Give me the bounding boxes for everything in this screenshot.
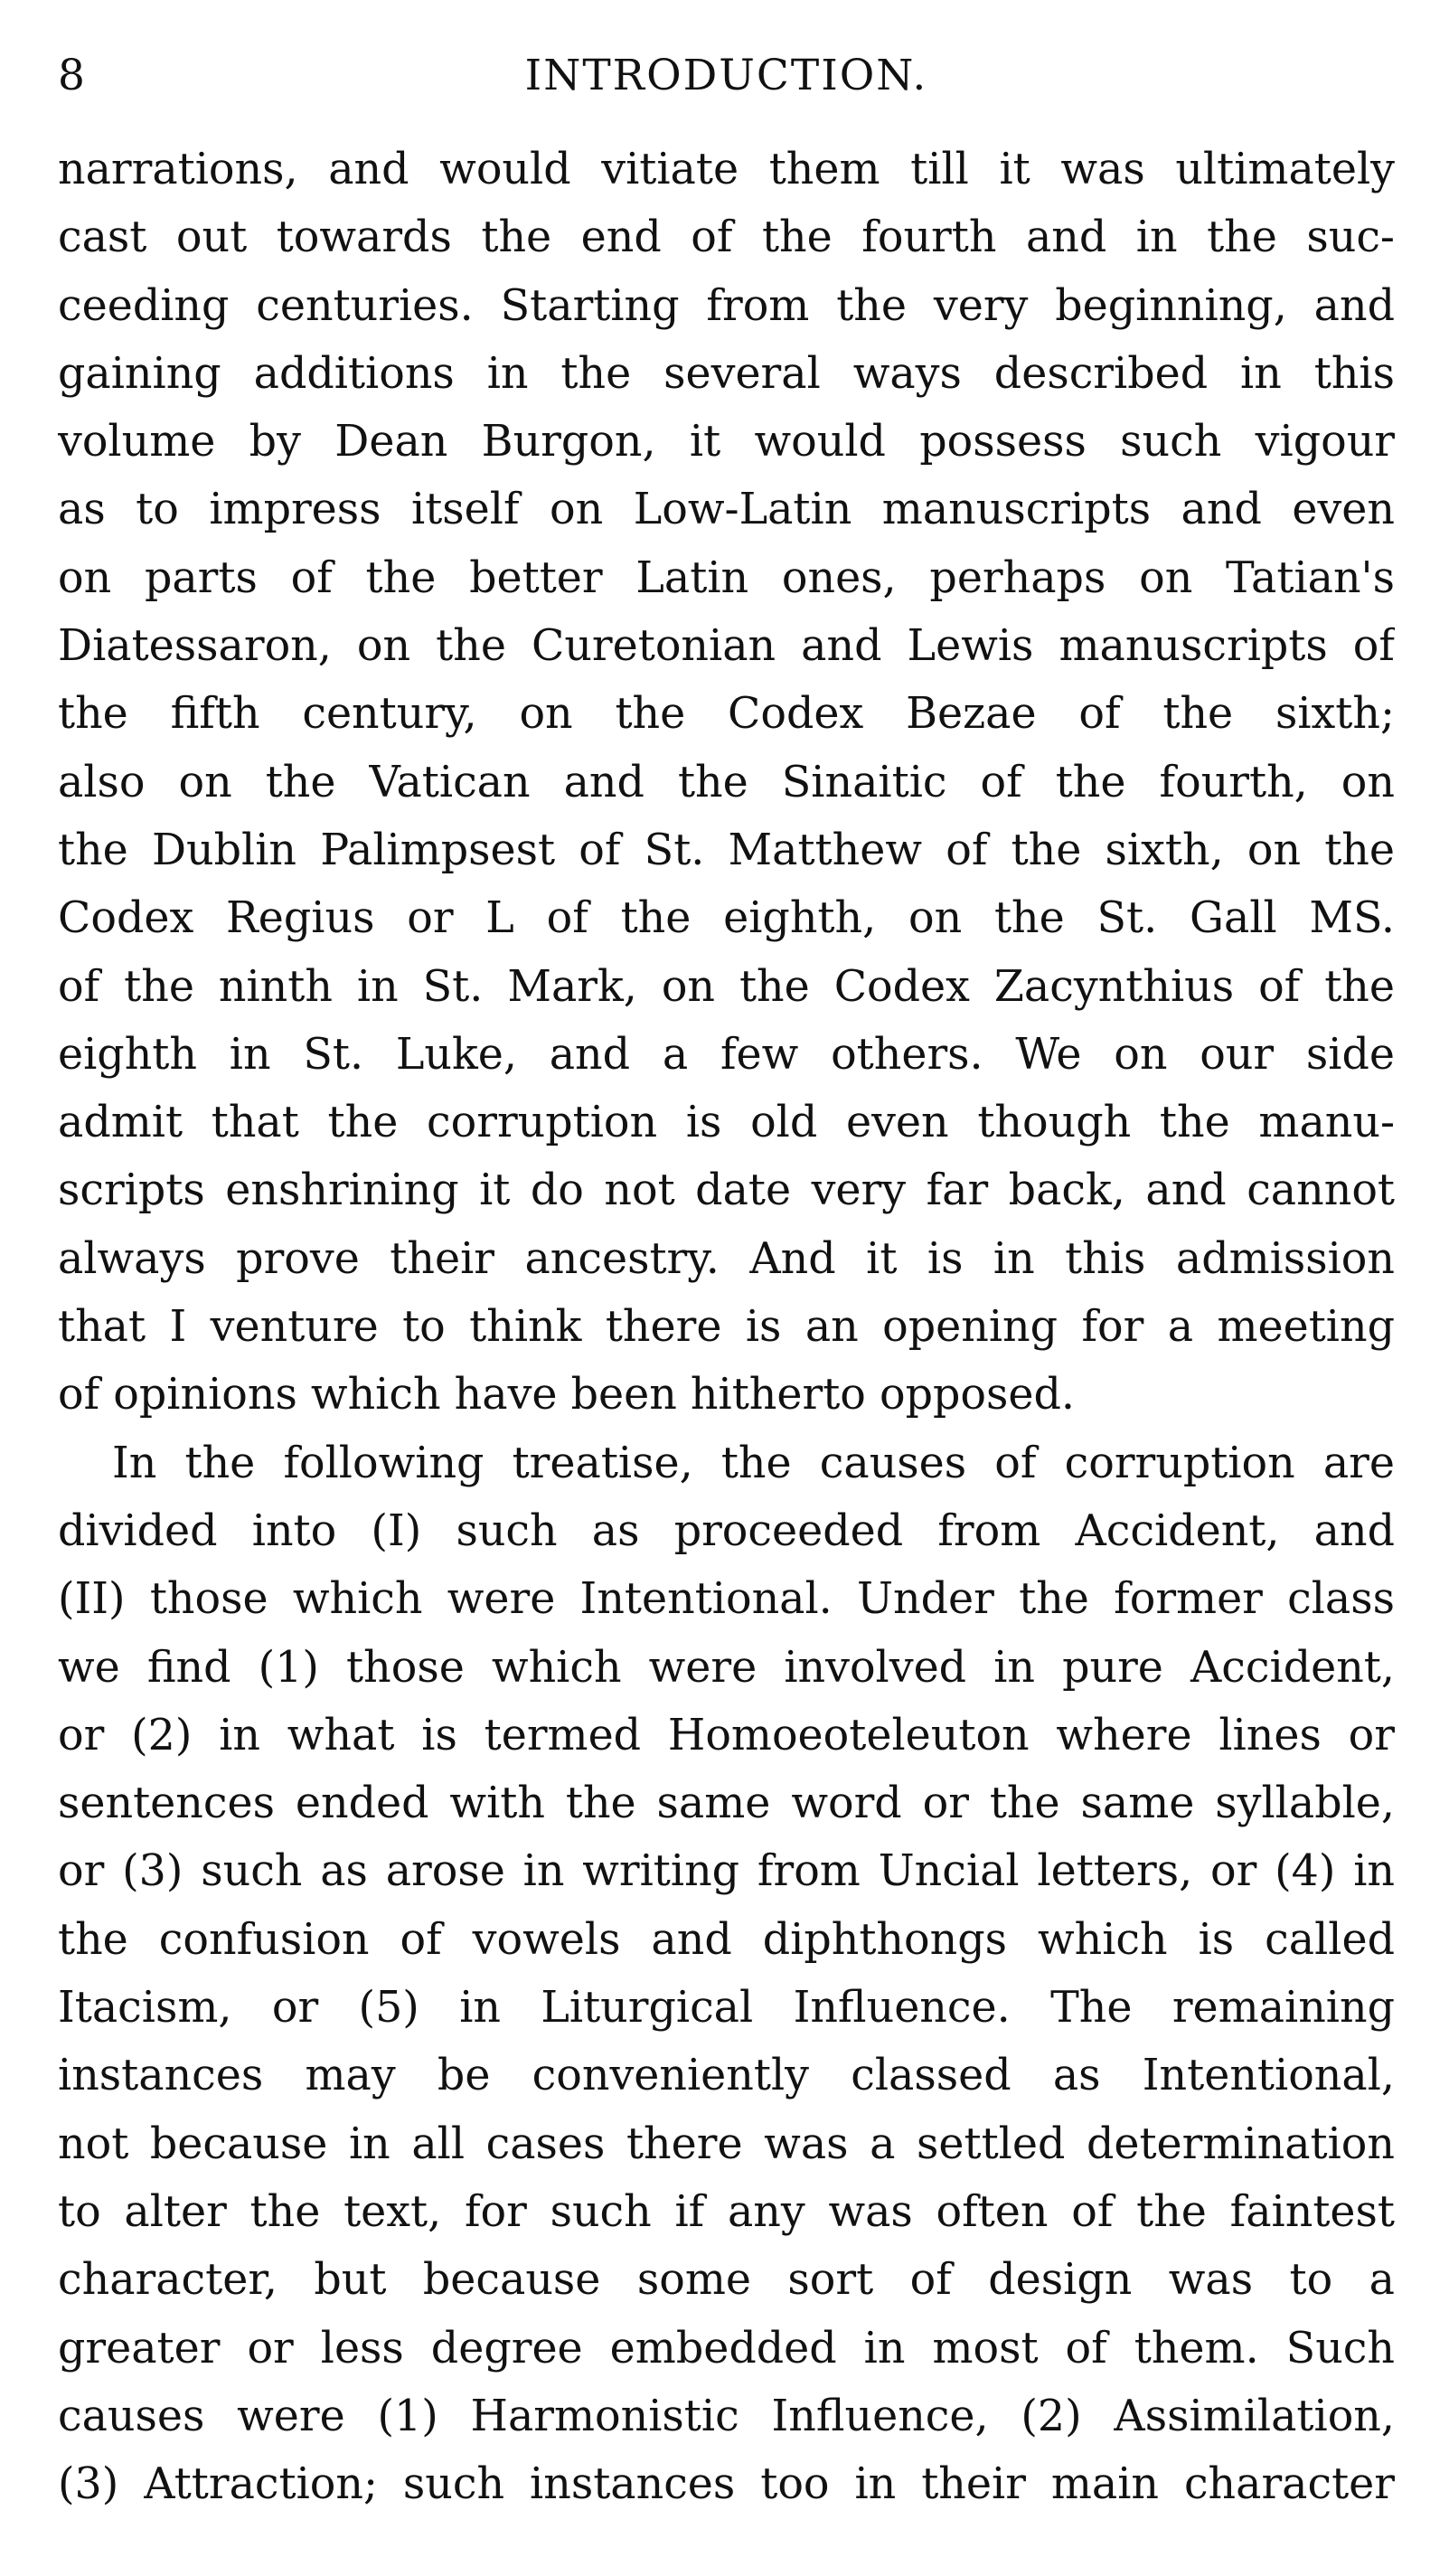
text-line: greater or less degree embedded in most of them. Such bbox=[58, 2323, 1395, 2373]
text-line: always prove their ancestry. And it is in this admission bbox=[58, 1233, 1395, 1284]
text-line: Codex Regius or L of the eighth, on the St. Gall MS. bbox=[58, 893, 1395, 944]
text-line: In the following treatise, the causes of corruption are bbox=[112, 1438, 1395, 1488]
text-line: to alter the text, for such if any was often of the faintest bbox=[58, 2186, 1395, 2237]
text-line: as to impress itself on Low-Latin manuscripts and even bbox=[58, 485, 1395, 535]
text-line: scripts enshrining it do not date very far back, and cannot bbox=[58, 1165, 1395, 1216]
text-line: Diatessaron, on the Curetonian and Lewis manuscripts of bbox=[58, 621, 1395, 672]
text-line: Itacism, or (5) in Liturgical Influence. The remaining bbox=[58, 1983, 1395, 2033]
text-line: the fifth century, on the Codex Bezae of the sixth; bbox=[58, 689, 1395, 740]
text-line: or (3) such as arose in writing from Uncial letters, or (4) in bbox=[58, 1846, 1395, 1897]
page-number: 8 bbox=[58, 51, 85, 100]
text-line: ceeding centuries. Starting from the very beginning, and bbox=[58, 280, 1395, 331]
paragraph-1 bbox=[58, 136, 1395, 1430]
running-head bbox=[58, 34, 1395, 118]
text-line: of the ninth in St. Mark, on the Codex Zacynthius of the bbox=[58, 961, 1395, 1012]
text-line: we find (1) those which were involved in pure Accident, bbox=[58, 1642, 1395, 1693]
text-line: sentences ended with the same word or the same syllable, bbox=[58, 1779, 1395, 1829]
body-text bbox=[58, 136, 1395, 2518]
text-line: character, but because some sort of design was to a bbox=[58, 2255, 1395, 2306]
text-line: cast out towards the end of the fourth and in the suc- bbox=[58, 212, 1395, 263]
text-line: instances may be conveniently classed as Intentional, bbox=[58, 2051, 1395, 2101]
text-line: (II) those which were Intentional. Under the former class bbox=[58, 1574, 1395, 1625]
text-line: divided into (I) such as proceeded from Accident, and bbox=[58, 1505, 1395, 1556]
text-line: not because in all cases there was a settled determination bbox=[58, 2118, 1395, 2169]
text-line: causes were (1) Harmonistic Influence, (2) Assimilation, bbox=[58, 2391, 1395, 2441]
text-line: of opinions which have been hitherto opposed. bbox=[58, 1370, 1075, 1420]
running-title: INTRODUCTION. bbox=[524, 51, 928, 100]
text-line: the Dublin Palimpsest of St. Matthew of the sixth, on the bbox=[58, 825, 1395, 875]
text-line: that I venture to think there is an opening for a meeting bbox=[58, 1302, 1395, 1353]
text-line: or (2) in what is termed Homoeoteleuton where lines or bbox=[58, 1710, 1395, 1760]
text-line: (3) Attraction; such instances too in their main character bbox=[58, 2459, 1395, 2510]
text-line: narrations, and would vitiate them till it was ultimately bbox=[58, 145, 1395, 194]
book-page bbox=[58, 34, 1395, 2518]
text-line: also on the Vatican and the Sinaitic of the fourth, on bbox=[58, 757, 1395, 807]
text-line: eighth in St. Luke, and a few others. We on our side bbox=[58, 1029, 1395, 1080]
text-line: volume by Dean Burgon, it would possess such vigour bbox=[58, 417, 1395, 467]
text-line: admit that the corruption is old even though the manu- bbox=[58, 1098, 1395, 1148]
text-line: gaining additions in the several ways described in this bbox=[58, 348, 1395, 399]
paragraph-2 bbox=[58, 1430, 1395, 2519]
text-line: the confusion of vowels and diphthongs which is called bbox=[58, 1914, 1395, 1965]
text-line: on parts of the better Latin ones, perhaps on Tatian's bbox=[58, 552, 1395, 603]
